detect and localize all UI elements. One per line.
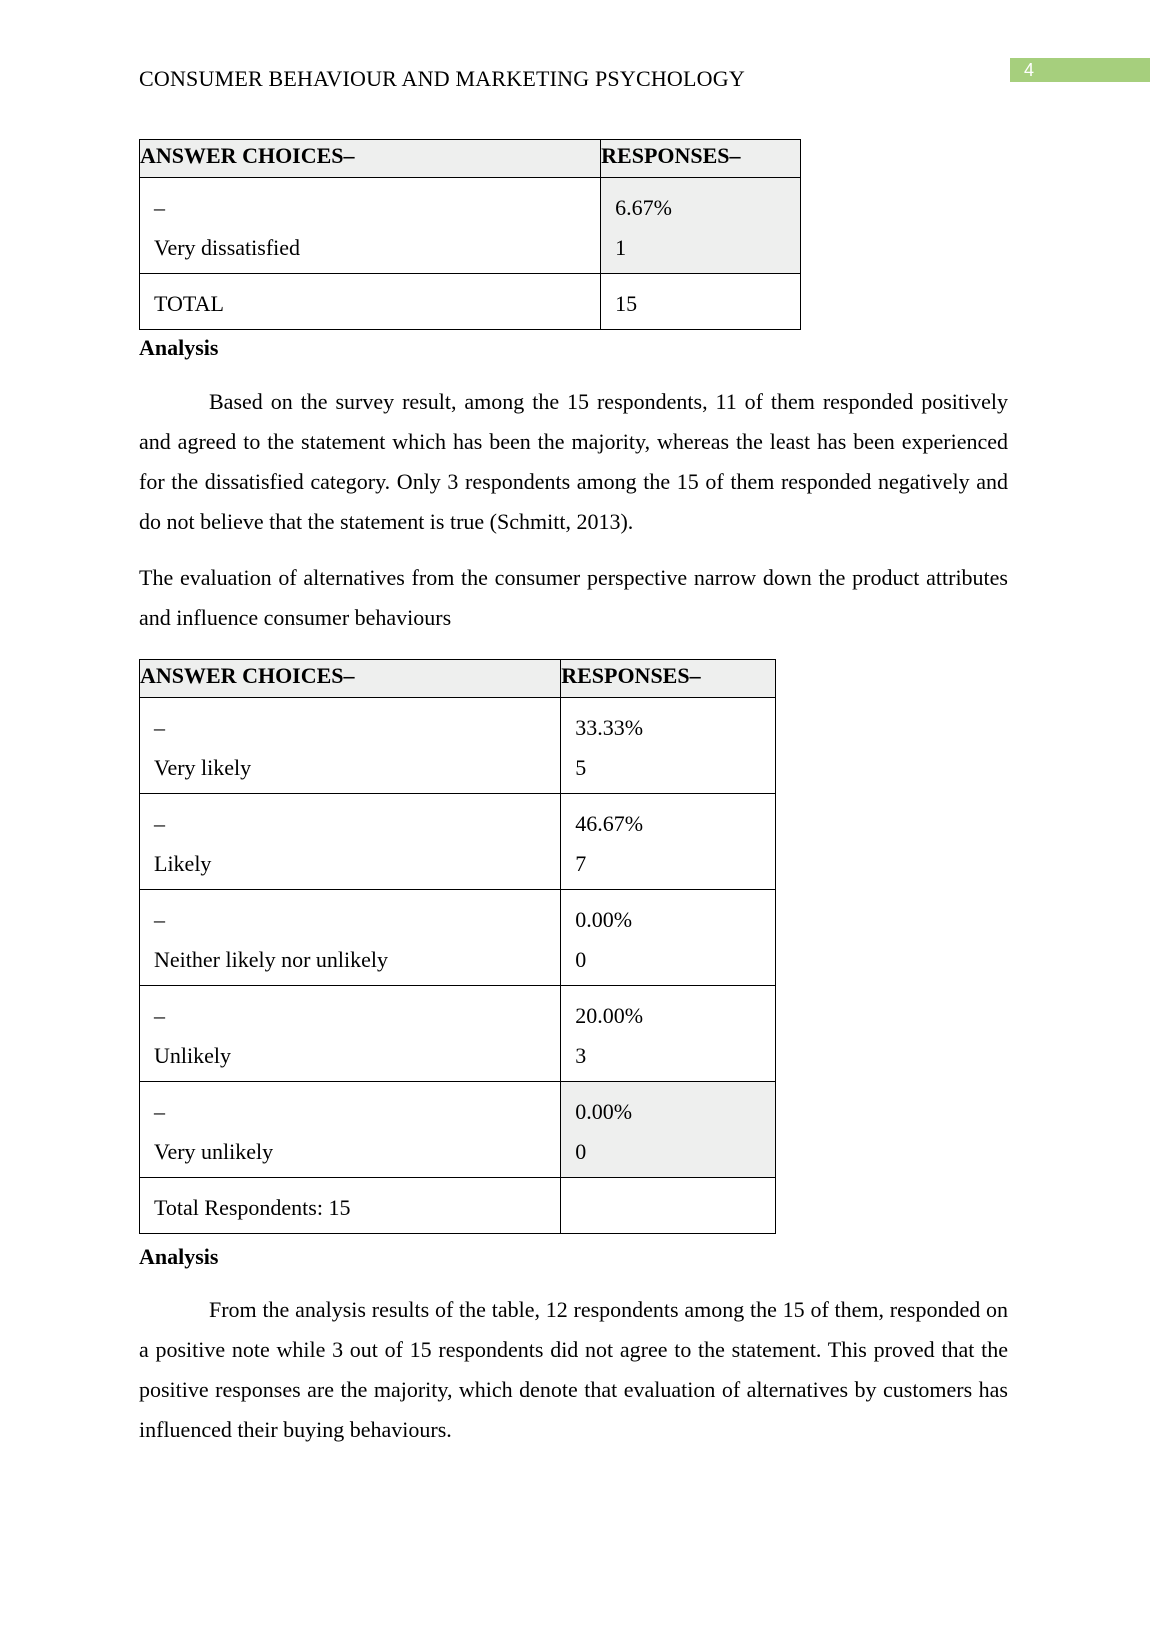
response-percent: 46.67% <box>575 811 644 836</box>
response-percent: 20.00% <box>575 1003 644 1028</box>
analysis-heading: Analysis <box>139 1244 219 1269</box>
column-header-answer-choices: ANSWER CHOICES– <box>140 140 601 178</box>
choice-label: Very likely <box>154 755 252 780</box>
choice-label: Very dissatisfied <box>154 235 301 260</box>
answer-choice-cell <box>140 890 561 986</box>
table-header-row <box>140 140 801 178</box>
total-value-cell <box>561 1178 776 1234</box>
response-count: 0 <box>575 947 587 972</box>
table-row <box>140 890 776 986</box>
choice-label: Very unlikely <box>154 1139 274 1164</box>
table-header-row <box>140 660 776 698</box>
response-count: 3 <box>575 1043 587 1068</box>
choice-dash: – <box>154 811 165 836</box>
table-row <box>140 698 776 794</box>
total-label: TOTAL <box>154 291 224 316</box>
answer-choice-cell <box>140 986 561 1082</box>
total-value: 15 <box>615 291 638 316</box>
table-row <box>140 794 776 890</box>
choice-label: Neither likely nor unlikely <box>154 947 388 972</box>
total-value-cell <box>601 274 801 330</box>
analysis-paragraph: From the analysis results of the table, 12 respondents among the 15 of them, responded on a positive note while 3 out of 15 respondents did not agree to the statement. This proved that the positive responses are the majority, which denote that evaluation of alternatives by customers has influenced their buying behaviours. <box>139 1297 1008 1442</box>
response-percent: 0.00% <box>575 1099 633 1124</box>
total-label-cell <box>140 1178 561 1234</box>
response-cell <box>561 1082 776 1178</box>
answer-choice-cell <box>140 1082 561 1178</box>
choice-dash: – <box>154 907 165 932</box>
total-row <box>140 1178 776 1234</box>
table-row <box>140 1082 776 1178</box>
page-number: 4 <box>1010 58 1150 82</box>
response-count: 5 <box>575 755 587 780</box>
answer-choice-cell <box>140 178 601 274</box>
analysis-paragraph: Based on the survey result, among the 15 respondents, 11 of them responded positively and agreed to the statement which has been the majority, whereas the least has been experienced for the dissatisfied category. Only 3 respondents among the 15 of them responded negatively and do not believe that the statement is true (Schmitt, 2013). <box>139 389 1008 534</box>
response-percent: 0.00% <box>575 907 633 932</box>
total-respondents-label: Total Respondents: 15 <box>154 1195 351 1220</box>
total-row <box>140 274 801 330</box>
choice-dash: – <box>154 1003 165 1028</box>
answer-choice-cell <box>140 794 561 890</box>
analysis-heading: Analysis <box>139 335 219 360</box>
choice-label: Unlikely <box>154 1043 231 1068</box>
response-count: 7 <box>575 851 587 876</box>
response-cell <box>561 698 776 794</box>
body-paragraph: The evaluation of alternatives from the consumer perspective narrow down the product attributes and influence consumer behaviours <box>139 565 1008 630</box>
response-cell <box>561 890 776 986</box>
table-row <box>140 986 776 1082</box>
response-count: 0 <box>575 1139 587 1164</box>
table-row <box>140 178 801 274</box>
response-percent: 33.33% <box>575 715 644 740</box>
survey-table-satisfaction <box>139 139 801 330</box>
answer-choice-cell <box>140 698 561 794</box>
response-count: 1 <box>615 235 627 260</box>
response-percent: 6.67% <box>615 195 672 220</box>
column-header-answer-choices: ANSWER CHOICES– <box>140 660 561 698</box>
response-cell <box>561 794 776 890</box>
running-head: CONSUMER BEHAVIOUR AND MARKETING PSYCHOLOGY <box>139 66 745 91</box>
choice-label: Likely <box>154 851 212 876</box>
choice-dash: – <box>154 1099 165 1124</box>
choice-dash: – <box>154 715 165 740</box>
column-header-responses: RESPONSES– <box>601 140 801 178</box>
total-label-cell <box>140 274 601 330</box>
survey-table-likelihood <box>139 659 776 1234</box>
response-cell <box>561 986 776 1082</box>
column-header-responses: RESPONSES– <box>561 660 776 698</box>
response-cell <box>601 178 801 274</box>
choice-dash: – <box>154 195 165 220</box>
